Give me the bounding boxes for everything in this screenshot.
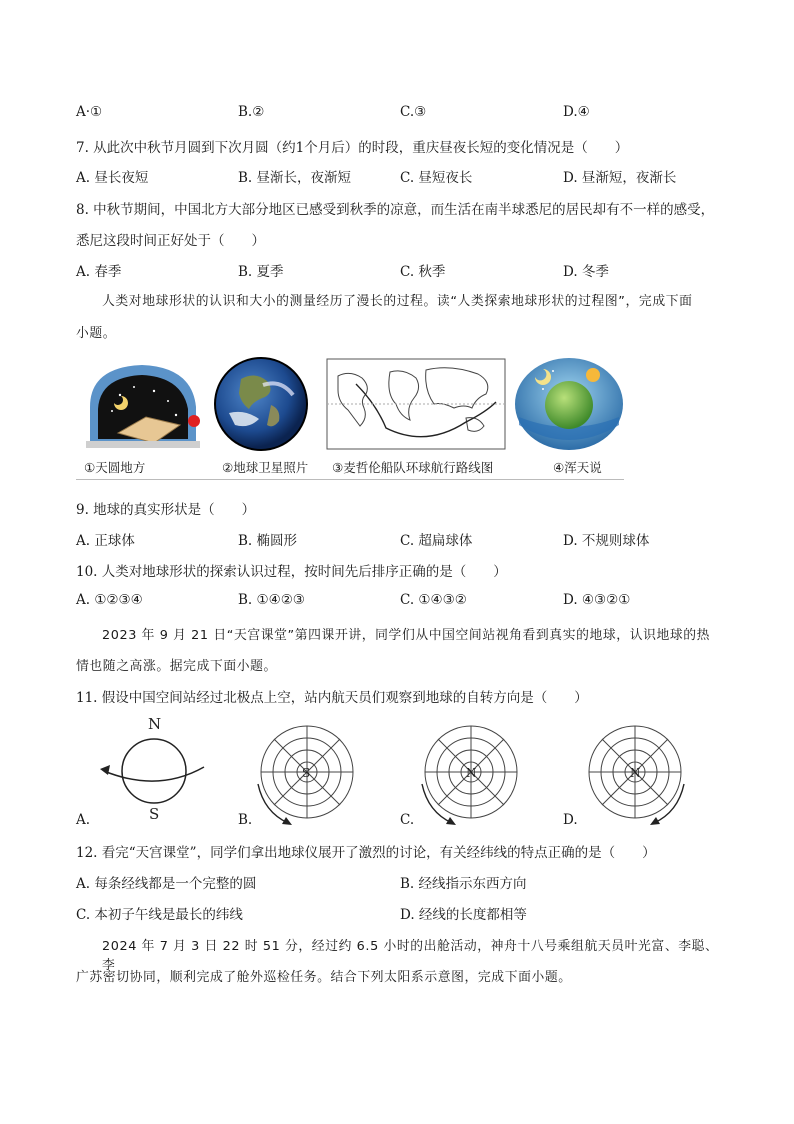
q11-diagram-a: [94, 715, 214, 825]
q12-option-a: A. 每条经线都是一个完整的圆: [76, 876, 257, 892]
q8-stem-line1: 8. 中秋节期间，中国北方大部分地区已感受到秋季的凉意，而生活在南半球悉尼的居民却有不一样的感受，: [76, 202, 715, 218]
q8-option-d: D. 冬季: [563, 264, 609, 280]
figure-caption-3: ③麦哲伦船队环球航行路线图: [332, 460, 494, 475]
q11-b-pole-label: S: [302, 766, 311, 780]
intro-1-line1: 人类对地球形状的认识和大小的测量经历了漫长的过程。读“人类探索地球形状的过程图”，完成下面: [102, 294, 693, 309]
q9-option-c: C. 超扁球体: [400, 533, 473, 549]
q12-option-d: D. 经线的长度都相等: [400, 907, 527, 923]
q7-option-b: B. 昼渐长，夜渐短: [238, 170, 352, 186]
q7-option-d: D. 昼渐短，夜渐长: [563, 170, 677, 186]
q10-option-d: D. ④③②①: [563, 592, 631, 608]
q8-options: [0, 260, 794, 282]
q10-option-b: B. ①④②③: [238, 592, 305, 608]
q11-option-d: D.: [563, 812, 578, 828]
earth-satellite-photo: [211, 355, 311, 453]
q7-options: [0, 166, 794, 188]
celestial-sphere-illustration: [513, 355, 625, 453]
q6-option-a: A·①: [76, 104, 103, 120]
q10-options: [0, 592, 794, 614]
magellan-route-map: [326, 358, 506, 450]
intro-2-line2: 情也随之高涨。据完成下面小题。: [76, 659, 277, 674]
q9-option-b: B. 椭圆形: [238, 533, 298, 549]
q9-stem: 9. 地球的真实形状是（ ）: [76, 502, 256, 518]
q8-option-c: C. 秋季: [400, 264, 446, 280]
figure-bottom-rule: [76, 479, 624, 480]
intro-2-line1: 2023 年 9 月 21 日“天宫课堂”第四课开讲，同学们从中国空间站视角看到真实的地球，认识地球的热: [102, 628, 711, 643]
figure-caption-2: ②地球卫星照片: [222, 460, 309, 475]
q11-stem: 11. 假设中国空间站经过北极点上空，站内航天员们观察到地球的自转方向是（ ）: [76, 690, 588, 706]
q10-stem: 10. 人类对地球形状的探索认识过程，按时间先后排序正确的是（ ）: [76, 564, 507, 580]
q9-option-d: D. 不规则球体: [563, 533, 650, 549]
q11-d-pole-label: N: [630, 766, 641, 780]
q11-a-south-label: S: [149, 805, 160, 823]
earth-shape-figure: [76, 355, 624, 480]
q12-option-b: B. 经线指示东西方向: [400, 876, 527, 892]
q11-option-a: A.: [76, 812, 91, 828]
q6-option-c: C.③: [400, 104, 427, 120]
intro-3-line1: 2024 年 7 月 3 日 22 时 51 分，经过约 6.5 小时的出舱活动，神舟十八号乘组航天员叶光富、李聪、李: [102, 939, 719, 973]
intro-1-line2: 小题。: [76, 326, 117, 341]
q8-option-a: A. 春季: [76, 264, 122, 280]
q12-option-c: C. 本初子午线是最长的纬线: [76, 907, 243, 923]
q11-option-b: B.: [238, 812, 253, 828]
q12-stem: 12. 看完“天宫课堂”，同学们拿出地球仪展开了激烈的讨论，有关经纬线的特点正确的是（ ）: [76, 845, 656, 861]
heaven-round-earth-square-illustration: [84, 359, 204, 451]
q11-c-pole-label: N: [466, 766, 477, 780]
q6-option-d: D.④: [563, 104, 590, 120]
q11-option-c: C.: [400, 812, 415, 828]
q9-options: [0, 529, 794, 551]
q12-options-row2: [0, 903, 794, 925]
intro-3-line2: 广苏密切协同，顺利完成了舱外巡检任务。结合下列太阳系示意图，完成下面小题。: [76, 970, 572, 985]
q10-option-c: C. ①④③②: [400, 592, 467, 608]
figure-caption-1: ①天圆地方: [84, 460, 146, 475]
figure-caption-4: ④浑天说: [553, 460, 602, 475]
q8-option-b: B. 夏季: [238, 264, 284, 280]
q9-option-a: A. 正球体: [76, 533, 135, 549]
q11-options: [0, 812, 794, 834]
q7-stem: 7. 从此次中秋节月圆到下次月圆（约1个月后）的时段，重庆昼夜长短的变化情况是（ ）: [76, 140, 629, 156]
q7-option-a: A. 昼长夜短: [76, 170, 149, 186]
q6-option-b: B.②: [238, 104, 265, 120]
q7-option-c: C. 昼短夜长: [400, 170, 473, 186]
q10-option-a: A. ①②③④: [76, 592, 143, 608]
q12-options-row1: [0, 872, 794, 894]
q6-options: [0, 104, 794, 126]
q8-stem-line2: 悉尼这段时间正好处于（ ）: [76, 233, 265, 249]
q11-a-north-label: N: [148, 715, 162, 733]
